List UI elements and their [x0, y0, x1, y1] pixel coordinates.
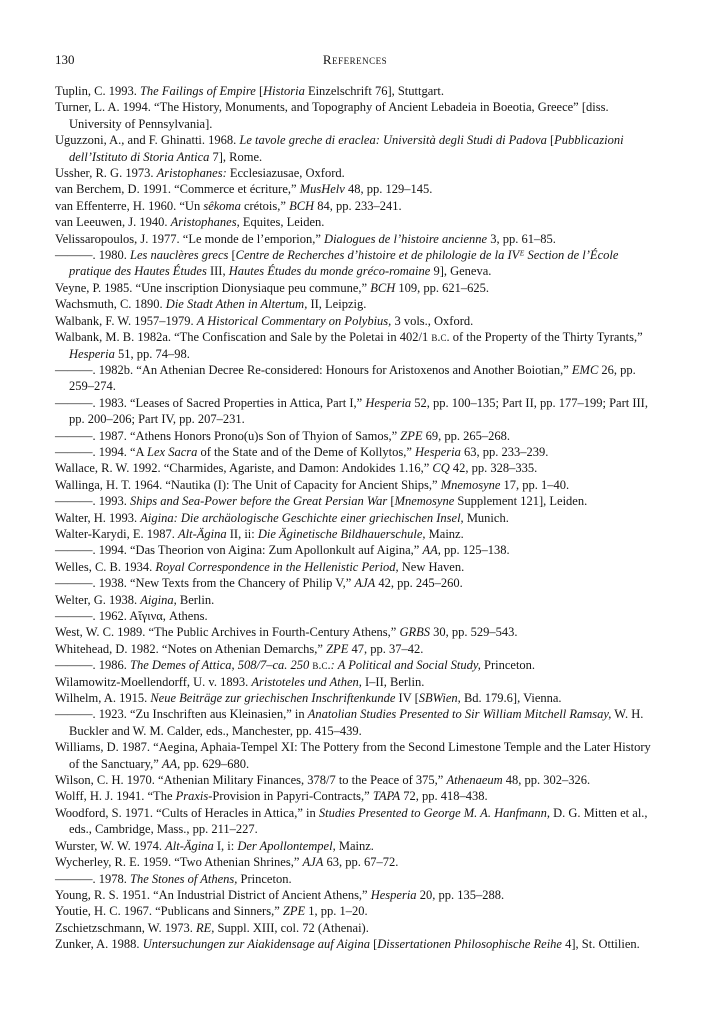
italic-title: Alt-Ägina	[178, 526, 227, 541]
reference-entry	[55, 838, 655, 854]
entry-text: Berlin.	[176, 592, 215, 607]
entry-text: Youtie, H. C. 1967. “Publicans and Sinners,”	[55, 904, 283, 919]
reference-entry	[55, 805, 655, 838]
entry-text: Welter, G. 1938.	[55, 592, 141, 607]
entry-text: II, Leipzig.	[307, 297, 367, 312]
entry-text: Welles, C. B. 1934.	[55, 559, 156, 574]
entry-text: 17, pp. 1–40.	[500, 477, 570, 492]
entry-text: van Effenterre, H. 1960. “Un	[55, 198, 204, 213]
small-caps-text: b.c.	[431, 330, 450, 345]
italic-title: sêkoma	[203, 198, 241, 213]
italic-title: Ships and Sea-Power before the Great Persian War	[130, 494, 388, 509]
entry-text: Supplement 121], Leiden.	[454, 494, 588, 509]
reference-entry	[55, 329, 655, 362]
entry-text: 9], Geneva.	[430, 264, 492, 279]
entry-text: [	[387, 494, 395, 509]
reference-entry	[55, 739, 655, 772]
entry-text: ———. 1938. “New Texts from the Chancery of Philip V,”	[55, 576, 355, 591]
reference-entry	[55, 181, 655, 197]
reference-entry	[55, 674, 655, 690]
entry-text: ———. 1923. “Zu Inschriften aus Kleinasien,” in	[55, 707, 308, 722]
entry-text: Tuplin, C. 1993.	[55, 84, 140, 98]
entry-text: II, ii:	[226, 526, 258, 541]
entry-text: 4], St. Ottilien.	[561, 937, 640, 952]
entry-text: Uguzzoni, A., and F. Ghinatti. 1968.	[55, 133, 240, 148]
entry-text: 63, pp. 233–239.	[460, 444, 549, 459]
italic-title: AA,	[422, 543, 441, 558]
italic-title: CQ	[432, 461, 450, 476]
italic-title: The Demes of Attica, 508/7–ca. 250	[130, 658, 313, 673]
reference-entry	[55, 608, 655, 624]
reference-entry	[55, 936, 655, 952]
italic-title: Mnemosyne	[394, 494, 455, 509]
entry-text: III,	[206, 264, 229, 279]
entry-text: 42, pp. 328–335.	[449, 461, 538, 476]
reference-entry	[55, 641, 655, 657]
italic-title: AA,	[161, 756, 181, 771]
entry-text: 84, pp. 233–241.	[314, 198, 402, 213]
entry-text: of the Property of the Thirty Tyrants,”	[449, 330, 643, 345]
italic-title: Anatolian Studies Presented to Sir William Mitchell Ramsay,	[307, 707, 612, 722]
italic-title: Dissertationen Philosophische Reihe	[377, 937, 562, 952]
entry-text: [	[228, 248, 236, 263]
entry-text: Mainz.	[335, 838, 374, 853]
entry-text: 3 vols., Oxford.	[391, 313, 474, 328]
italic-title: TAPA	[372, 789, 401, 804]
reference-entry	[55, 871, 655, 887]
reference-entry	[55, 395, 655, 428]
reference-entry	[55, 690, 655, 706]
entry-text: 48, pp. 129–145.	[344, 182, 433, 197]
entry-text: 48, pp. 302–326.	[502, 773, 591, 788]
italic-title: GRBS	[399, 625, 431, 640]
entry-text: 52, pp. 100–135; Part II, pp. 177–199; Part III, pp. 200–206; Part IV, pp. 207–231.	[69, 395, 648, 427]
entry-text: Wallace, R. W. 1992. “Charmides, Agariste, and Damon: Andokides 1.16,”	[55, 461, 433, 476]
entry-text: ———. 1993.	[55, 494, 130, 509]
italic-title: Die Stadt Athen in Altertum,	[165, 297, 308, 312]
entry-text: van Leeuwen, J. 1940.	[55, 215, 171, 230]
entry-text: 7], Rome.	[209, 149, 263, 164]
italic-title: BCH	[289, 198, 315, 213]
running-head	[55, 50, 655, 70]
entry-text: pp. 629–680.	[180, 756, 250, 771]
entry-text: 63, pp. 67–72.	[323, 855, 399, 870]
italic-title: Historia	[263, 84, 305, 98]
italic-title: AJA	[354, 576, 376, 591]
italic-title: Le tavole greche di eraclea: Università degli Studi di Padova	[239, 133, 547, 148]
reference-entry	[55, 477, 655, 493]
italic-title: SBWien,	[418, 691, 461, 706]
italic-title: The Stones of Athens,	[130, 871, 238, 886]
entry-text: 109, pp. 621–625.	[395, 280, 489, 295]
reference-entry	[55, 772, 655, 788]
reference-entry	[55, 920, 655, 936]
entry-text: Zschietzschmann, W. 1973.	[55, 920, 196, 935]
reference-entry	[55, 313, 655, 329]
entry-text: ———. 1982b. “An Athenian Decree Re-considered: Honours for Aristoxenos and Another Boiotian,”	[55, 362, 572, 377]
reference-entry	[55, 83, 655, 99]
italic-title: Athenaeum	[446, 773, 503, 788]
entry-text: 42, pp. 245–260.	[375, 576, 463, 591]
small-caps-text: b.c.	[312, 658, 331, 673]
entry-text: ———. 1983. “Leases of Sacred Properties in Attica, Part I,”	[55, 395, 366, 410]
italic-title: ZPE	[282, 904, 306, 919]
entry-text: ———. 1986.	[55, 658, 130, 673]
italic-title: Centre de Recherches d’histoire et de philologie de la IVᴱ Section de l’École pratique des Hautes Études	[69, 248, 619, 279]
entry-text: Walter-Karydi, E. 1987.	[55, 526, 179, 541]
entry-text: pp. 125–138.	[440, 543, 510, 558]
italic-title: Aristophanes,	[170, 215, 240, 230]
reference-entry	[55, 575, 655, 591]
italic-title: BCH	[370, 280, 396, 295]
entry-text: ———. 1987. “Athens Honors Prono(u)s Son of Thyion of Samos,”	[55, 428, 401, 443]
entry-text: W. H. Buckler and W. M. Calder, eds., Manchester, pp. 415–439.	[69, 707, 644, 738]
reference-entry	[55, 592, 655, 608]
entry-text: -Provision in Papyri-Contracts,”	[208, 789, 373, 804]
entry-text: Veyne, P. 1985. “Une inscription Dionysiaque peu commune,”	[55, 280, 371, 295]
italic-title: : A Political and Social Study,	[330, 658, 481, 673]
reference-entry	[55, 559, 655, 575]
italic-title: Die Äginetische Bildhauerschule,	[257, 526, 426, 541]
reference-entry	[55, 198, 655, 214]
reference-entry	[55, 526, 655, 542]
entry-text: 47, pp. 37–42.	[348, 641, 424, 656]
entry-text: 20, pp. 135–288.	[416, 887, 505, 902]
entry-text: Young, R. S. 1951. “An Industrial District of Ancient Athens,”	[55, 887, 371, 902]
italic-title: Aristoteles und Athen,	[251, 674, 362, 689]
entry-text: Wilhelm, A. 1915.	[55, 691, 151, 706]
entry-text: Woodford, S. 1971. “Cults of Heracles in Attica,” in	[55, 805, 319, 820]
entry-text: van Berchem, D. 1991. “Commerce et écriture,”	[55, 182, 300, 197]
entry-text: Wycherley, R. E. 1959. “Two Athenian Shrines,”	[55, 855, 303, 870]
italic-title: Royal Correspondence in the Hellenistic Period,	[155, 559, 399, 574]
entry-text: Wilamowitz-Moellendorff, U. v. 1893.	[55, 674, 252, 689]
italic-title: Pubblicazioni dell’Istituto di Storia Antica	[69, 133, 624, 164]
entry-text: Princeton.	[237, 871, 292, 886]
entry-text: D. G. Mitten et al., eds., Cambridge, Mass., pp. 211–227.	[69, 805, 648, 837]
page-number: 130	[55, 52, 75, 67]
entry-text: ———. 1994. “A	[55, 444, 148, 459]
entry-text: Bd. 179.6], Vienna.	[460, 691, 562, 706]
entry-text: Whitehead, D. 1982. “Notes on Athenian Demarchs,”	[55, 641, 327, 656]
reference-entry	[55, 542, 655, 558]
reference-entry	[55, 706, 655, 739]
entry-text: Wolff, H. J. 1941. “The	[55, 789, 176, 804]
entry-text: ———. 1978.	[55, 871, 130, 886]
italic-title: Hesperia	[370, 887, 417, 902]
entry-text: 30, pp. 529–543.	[430, 625, 518, 640]
entry-text: 1, pp. 1–20.	[305, 904, 368, 919]
italic-title: Dialogues de l’histoire ancienne	[324, 231, 488, 246]
entry-text: [	[255, 84, 264, 98]
section-title: References	[322, 52, 388, 67]
entry-text: 51, pp. 74–98.	[114, 346, 190, 361]
reference-entry	[55, 247, 655, 280]
reference-entry	[55, 624, 655, 640]
reference-entry	[55, 428, 655, 444]
italic-title: Praxis	[175, 789, 209, 804]
entry-text: Williams, D. 1987. “Aegina, Aphaia-Tempel XI: The Pottery from the Second Limestone Temple and the Later History of the Sanctuary,”	[55, 740, 651, 771]
entry-text: Ecclesiazusae, Oxford.	[226, 166, 345, 181]
entry-text: crétois,”	[240, 198, 290, 213]
entry-text: I, i:	[213, 838, 238, 853]
reference-entry	[55, 280, 655, 296]
italic-title: RE,	[195, 920, 215, 935]
italic-title: Studies Presented to George M. A. Hanfmann,	[318, 805, 550, 820]
italic-title: AJA	[302, 855, 324, 870]
reference-entry	[55, 493, 655, 509]
reference-entry	[55, 460, 655, 476]
reference-entry	[55, 788, 655, 804]
entry-text: 3, pp. 61–85.	[487, 231, 556, 246]
italic-title: Aigina,	[140, 592, 177, 607]
italic-title: Lex Sacra	[147, 444, 198, 459]
italic-title: ZPE	[400, 428, 423, 443]
entry-text: Walbank, M. B. 1982a. “The Confiscation and Sale by the Poletai in 402/1	[55, 330, 432, 345]
reference-entry	[55, 296, 655, 312]
entry-text: 26, pp. 259–274.	[69, 362, 636, 394]
entry-text: Munich.	[463, 510, 509, 525]
italic-title: EMC	[571, 362, 599, 377]
entry-text: Walter, H. 1993.	[55, 510, 141, 525]
entry-text: ———. 1980.	[55, 248, 130, 263]
entry-text: Equites, Leiden.	[239, 215, 325, 230]
reference-entry	[55, 444, 655, 460]
italic-title: Hesperia	[365, 395, 412, 410]
italic-title: Neue Beiträge zur griechischen Inschriftenkunde	[150, 691, 396, 706]
reference-entry	[55, 903, 655, 919]
italic-title: Les nauclères grecs	[130, 248, 229, 263]
entry-text: Suppl. XIII, col. 72 (Athenai).	[214, 920, 369, 935]
italic-title: Aristophanes:	[156, 166, 227, 181]
entry-text: Mainz.	[425, 526, 464, 541]
entry-text: of the State and of the Deme of Kollytos,”	[197, 444, 416, 459]
reference-entry	[55, 657, 655, 673]
italic-title: ZPE	[326, 641, 349, 656]
italic-title: A Historical Commentary on Polybius,	[196, 313, 392, 328]
entry-text: Einzelschrift 76], Stuttgart.	[304, 84, 445, 98]
italic-title: Hesperia	[415, 444, 461, 459]
italic-title: MusHelv	[299, 182, 345, 197]
entry-text: Walbank, F. W. 1957–1979.	[55, 313, 197, 328]
entry-text: Velissaropoulos, J. 1977. “Le monde de l’emporion,”	[55, 231, 325, 246]
entry-text: ———. 1994. “Das Theorion von Aigina: Zum Apollonkult auf Aigina,”	[55, 543, 423, 558]
entry-text: Zunker, A. 1988.	[55, 937, 143, 952]
entry-text: 72, pp. 418–438.	[400, 789, 488, 804]
italic-title: The Failings of Empire	[139, 84, 256, 98]
entry-text: Wilson, C. H. 1970. “Athenian Military Finances, 378/7 to the Peace of 375,”	[55, 773, 447, 788]
italic-title: Alt-Ägina	[165, 838, 214, 853]
entry-text: Turner, L. A. 1994. “The History, Monuments, and Topography of Ancient Lebadeia in Boeotia, Greece” [diss. University of Pennsylvania].	[55, 100, 609, 131]
italic-title: Mnemosyne	[440, 477, 501, 492]
italic-title: Untersuchungen zur Aiakidensage auf Aigina	[142, 937, 370, 952]
reference-entry	[55, 132, 655, 165]
entry-text: Wallinga, H. T. 1964. “Nautika (I): The Unit of Capacity for Ancient Ships,”	[55, 477, 441, 492]
entry-text: [	[369, 937, 378, 952]
entry-text: Princeton.	[480, 658, 536, 673]
reference-entry	[55, 231, 655, 247]
reference-entry	[55, 362, 655, 395]
reference-entry	[55, 854, 655, 870]
entry-text: ———. 1962. Αἴγινα, Athens.	[55, 609, 208, 623]
entry-text: Ussher, R. G. 1973.	[55, 166, 157, 181]
reference-entry	[55, 887, 655, 903]
entry-text: [	[546, 133, 555, 148]
reference-entry	[55, 214, 655, 230]
entry-text: IV [	[395, 691, 419, 706]
entry-text: 69, pp. 265–268.	[422, 428, 510, 443]
entry-text: West, W. C. 1989. “The Public Archives in Fourth-Century Athens,”	[55, 625, 400, 640]
entry-text: Wurster, W. W. 1974.	[55, 838, 166, 853]
reference-list	[55, 83, 655, 953]
entry-text: I–II, Berlin.	[361, 674, 425, 689]
italic-title: Der Apollontempel,	[237, 838, 336, 853]
italic-title: Hautes Études du monde gréco-romaine	[228, 264, 431, 279]
italic-title: Aigina: Die archäologische Geschichte einer griechischen Insel,	[140, 510, 464, 525]
reference-entry	[55, 165, 655, 181]
reference-entry	[55, 510, 655, 526]
italic-title: Hesperia	[69, 346, 115, 361]
entry-text: New Haven.	[398, 559, 465, 574]
entry-text: Wachsmuth, C. 1890.	[55, 297, 166, 312]
reference-entry	[55, 99, 655, 132]
